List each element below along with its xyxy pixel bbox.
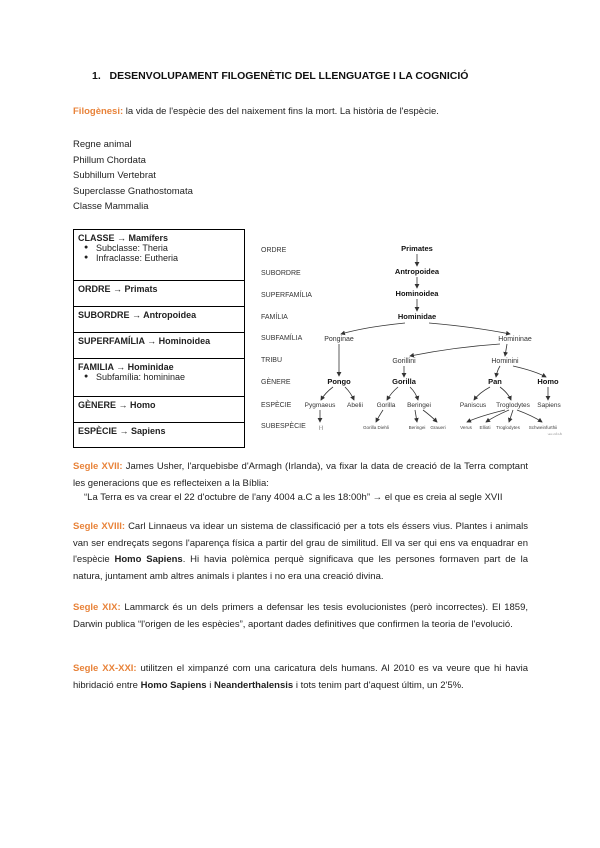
- segle17-text: James Usher, l'arquebisbe d'Armagh (Irlanda), va fixar la data de creació de la Terra comptant les generacions que es reflecteixen a la Bíblia:: [73, 461, 528, 489]
- taxonomy-item: Superclasse Gnathostomata: [73, 186, 193, 197]
- familia-head: FAMILIA → Hominidae: [78, 362, 174, 372]
- segle18-paragraph: [73, 519, 528, 585]
- subspecies-label: Graueri: [430, 425, 446, 430]
- section-heading: 1. DESENVOLUPAMENT FILOGENÈTIC DEL LLENGUATGE I LA COGNICIÓ: [92, 70, 469, 82]
- taxonomy-item: Phillum Chordata: [73, 155, 146, 166]
- filogenesi-definition: [73, 106, 439, 117]
- familia-item: ● Subfamília: homininae: [78, 372, 240, 382]
- rank-label: TRIBU: [261, 357, 282, 364]
- table-cell-genere: [74, 397, 245, 423]
- rank-label: SUBFAMÍLIA: [261, 335, 303, 342]
- segle17-label: Segle XVII:: [73, 461, 123, 472]
- subordre-text: SUBORDRE → Antropoidea: [78, 310, 197, 320]
- segle20-label: Segle XX-XXI:: [73, 663, 137, 674]
- node-hominini: Hominini: [491, 358, 519, 365]
- especie-text: ESPÈCIE → Sapiens: [78, 426, 166, 436]
- classe-item: ● Infraclasse: Eutheria: [78, 253, 240, 263]
- superfamilia-text: SUPERFAMÍLIA → Hominoidea: [78, 336, 211, 346]
- rank-label: ORDRE: [261, 247, 287, 254]
- subspecies-label: Ellioti: [479, 425, 491, 430]
- segle17-paragraph: [73, 459, 528, 492]
- node-hominidae: Hominidae: [397, 312, 437, 321]
- hominid-tree-diagram: [255, 235, 580, 435]
- rank-label: FAMÍLIA: [261, 314, 288, 321]
- segle19-label: Segle XIX:: [73, 602, 121, 613]
- segle17-quote: “La Terra es va crear el 22 d'octubre de l'any 4004 a.C a les 18:00h” → el que es creia al segle XVII: [84, 492, 503, 503]
- subspecies-label: Troglodytes: [496, 425, 520, 430]
- species-label: Gorilla: [376, 402, 396, 409]
- species-label: Troglodytes: [496, 402, 530, 409]
- table-cell-superfamilia: [74, 333, 245, 359]
- table-cell-subordre: [74, 307, 245, 333]
- node-hominoidea: Hominoidea: [395, 289, 439, 298]
- rank-label: ESPÈCIE: [261, 402, 292, 409]
- node-antropoidea: Antropoidea: [394, 267, 440, 276]
- node-primates: Primates: [401, 244, 433, 253]
- segle20-text: i tots tenim part d'aquest últim, un 2'5%.: [293, 679, 464, 691]
- taxonomy-item: Classe Mammalia: [73, 201, 149, 212]
- subspecies-label: Verus: [460, 425, 472, 430]
- node-ponginae: Ponginae: [324, 336, 354, 343]
- classe-head: CLASSE → Mamífers: [78, 233, 169, 243]
- segle18-text: Carl Linnaeus va idear un sistema de classificació per a tots els éssers vius. Plantes i animals van ser endreçats segons l'aparença física a partir del grau de similitud. Ell va ser qui ens va enquadrar en l'espècie: [73, 521, 528, 565]
- classification-table: [73, 229, 245, 448]
- species-label: Pygmaeus: [304, 402, 336, 409]
- node-gorillini: Gorillini: [392, 358, 416, 365]
- genere-text: GÈNERE → Homo: [78, 400, 156, 410]
- species-label: Sapiens: [537, 402, 561, 409]
- filogenesi-text: la vida de l'espècie des del naixement fins la mort. La història de l'espècie.: [123, 106, 439, 117]
- subspecies-label: Schweinfurthii: [528, 425, 558, 430]
- ordre-text: ORDRE → Primats: [78, 284, 158, 294]
- node-pongo: Pongo: [327, 377, 351, 386]
- classe-item: ● Subclasse: Theria: [78, 243, 240, 253]
- rank-label: SUBESPÈCIE: [261, 423, 306, 430]
- segle20-paragraph: [73, 661, 528, 694]
- homo-sapiens-term: Homo Sapiens: [114, 554, 183, 565]
- table-cell-classe: [74, 230, 245, 281]
- segle20-text: utilitzen el ximpanzé com una caricatura dels humans. Al 2010 es va veure que hi havia hibridació entre: [73, 663, 528, 691]
- segle18-label: Segle XVIII:: [73, 521, 126, 532]
- table-cell-especie: [74, 423, 245, 448]
- segle20-text: i: [206, 679, 214, 691]
- taxonomy-item: Regne animal: [73, 139, 132, 150]
- segle19-text: Lammarck és un dels primers a defensar les tesis evolucionistes (però incorrectes). El 1859, Darwin publica “l'origen de les espècies”, aportant dades definitives que confirmen la teoria de l'evolució.: [73, 602, 528, 630]
- rank-label: SUBORDRE: [261, 270, 301, 277]
- rank-label: SUPERFAMÍLIA: [261, 292, 312, 299]
- table-cell-ordre: [74, 281, 245, 307]
- rank-label: GÈNERE: [261, 379, 291, 386]
- subspecies-label: (-): [318, 425, 324, 430]
- node-homo: Homo: [537, 377, 559, 386]
- segle19-paragraph: [73, 600, 528, 633]
- filogenesi-label: Filogènesi:: [73, 106, 124, 117]
- table-cell-familia: [74, 359, 245, 397]
- species-label: Beringei: [407, 402, 431, 409]
- subspecies-label: Gorilla Diehli: [362, 425, 390, 430]
- taxonomy-item: Subhillum Vertebrat: [73, 170, 156, 181]
- neanderthalensis-term: Neanderthalensis: [214, 679, 294, 691]
- segle18-text: . Hi havia polèmica perquè significava que les persones formaven part de la natura, juntament amb altres animals i plantes i no era una creació divina.: [73, 554, 528, 582]
- homo-sapiens-term: Homo Sapiens: [140, 679, 207, 691]
- node-gorilla: Gorilla: [392, 377, 416, 386]
- subspecies-label: Beringei: [408, 425, 426, 430]
- species-label: Paniscus: [459, 402, 487, 409]
- node-homininae: Homininae: [498, 336, 532, 343]
- node-pan: Pan: [488, 377, 502, 386]
- watermark-text: wuolah: [547, 432, 563, 435]
- species-label: Abelii: [347, 402, 363, 409]
